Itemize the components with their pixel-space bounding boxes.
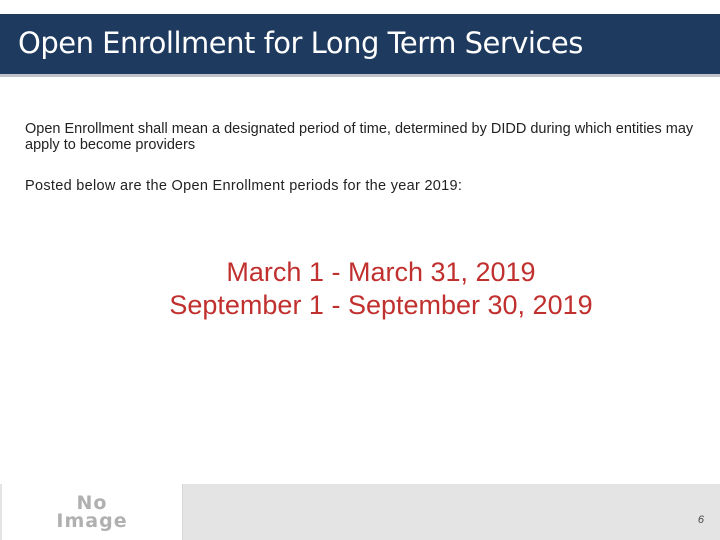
definition-term: Open Enrollment	[25, 121, 134, 137]
intro-paragraph: Posted below are the Open Enrollment periods for the year 2019:	[25, 178, 463, 194]
period-2: September 1 - September 30, 2019	[169, 290, 593, 320]
page-number: 6	[697, 514, 704, 526]
definition-paragraph	[25, 121, 705, 153]
definition-text: shall mean a designated period of time, determined by DIDD during which entities may apply to become providers	[25, 121, 694, 153]
no-image-line-1: No	[76, 492, 108, 514]
enrollment-periods	[0, 256, 720, 322]
title-bar	[0, 14, 720, 77]
no-image-line-2: Image	[56, 510, 128, 532]
no-image-text	[2, 494, 182, 530]
period-1: March 1 - March 31, 2019	[226, 257, 536, 287]
no-image-placeholder	[2, 484, 183, 540]
slide-title: Open Enrollment for Long Term Services	[18, 26, 583, 60]
